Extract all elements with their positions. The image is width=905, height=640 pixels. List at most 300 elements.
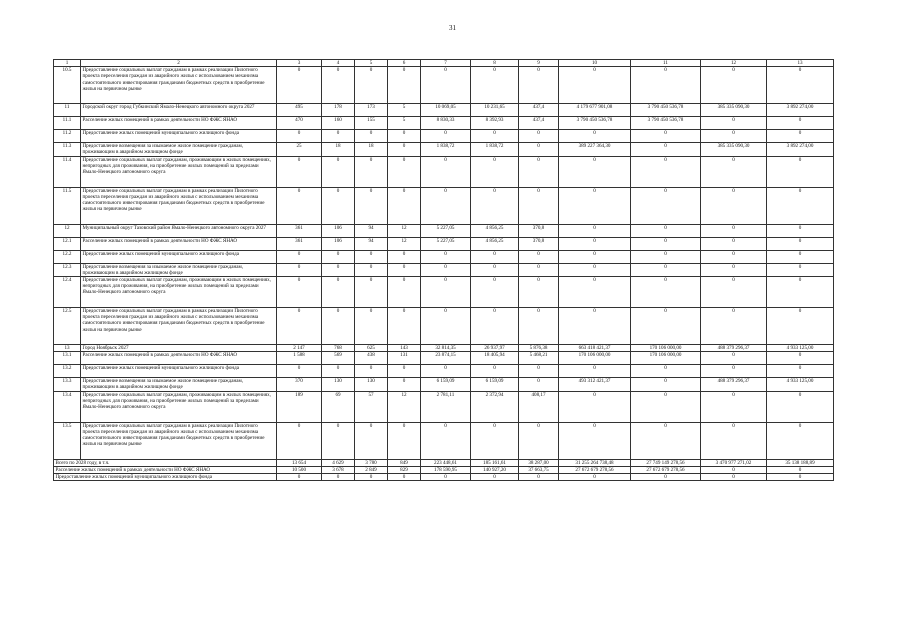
table-cell: 0 [701,308,767,345]
table-cell: 0 [767,466,834,473]
table-cell: 106 [322,237,355,250]
table-row [54,352,834,365]
table-cell: 18 [322,143,355,156]
table-cell: 37 663,75 [519,466,559,473]
row-number: 13.5 [54,422,81,459]
row-description: Предоставление социальных выплат гражданам в рамках реализации Пилотного проекта переселения граждан из аварийного жилья с использованием механизма самостоятельного инвестирования гражданами бюджетных средств в приобретение жилья на первичном рынке [81,308,277,345]
row-description: Расселение жилых помещений в рамках деятельности НО ФЖС ЯНАО [81,352,277,365]
table-cell: 0 [701,156,767,187]
table-cell: 0 [322,422,355,459]
table-cell: 4 629 [322,459,355,466]
table-cell: 663 418 421,37 [559,345,631,352]
table-cell: 0 [701,352,767,365]
table-cell: 5 468,21 [519,352,559,365]
table-cell: 0 [471,250,519,263]
table-cell: 140 927,20 [471,466,519,473]
table-cell: 0 [471,422,519,459]
table-cell: 0 [388,250,421,263]
row-description: Предоставление возмещения за изымаемое жилое помещение гражданам, проживающим в аварийном жилищном фонде [81,263,277,276]
table-cell: 0 [701,67,767,104]
table-cell: 0 [767,130,834,143]
table-cell: 32 814,35 [421,345,471,352]
total-label: Предоставление жилых помещений муниципального жилищного фонда [54,474,277,481]
table-cell: 0 [388,277,421,308]
table-row [54,345,834,352]
table-cell: 0 [519,143,559,156]
table-cell: 0 [277,156,322,187]
table-cell: 0 [767,237,834,250]
table-cell: 0 [421,263,471,276]
table-cell: 0 [322,365,355,378]
table-cell: 0 [471,187,519,224]
total-row [54,474,834,481]
table-cell: 0 [322,67,355,104]
table-cell: 0 [388,143,421,156]
table-cell: 10 231,65 [471,104,519,117]
row-number: 11 [54,104,81,117]
table-cell: 0 [277,250,322,263]
table-cell: 3 892 274,00 [767,143,834,156]
table-cell: 0 [519,67,559,104]
table-cell: 0 [631,365,701,378]
table-cell: 155 [355,117,388,130]
table-cell: 0 [559,237,631,250]
table-row [54,391,834,422]
table-cell: 0 [767,277,834,308]
table-cell: 189 [277,391,322,422]
column-number: 1 [54,60,81,67]
table-cell: 0 [277,277,322,308]
table-cell: 3 678 [322,466,355,473]
table-cell: 69 [322,391,355,422]
table-cell: 0 [631,277,701,308]
table-cell: 385 335 090,30 [701,104,767,117]
table-cell: 1 838,72 [421,143,471,156]
total-label: Расселение жилых помещений в рамках деятельности НО ФЖС ЯНАО [54,466,277,473]
table-cell: 130 [322,378,355,391]
table-cell: 625 [355,345,388,352]
table-cell: 0 [559,130,631,143]
table-row [54,130,834,143]
row-description: Предоставление жилых помещений муниципального жилищного фонда [81,365,277,378]
table-cell: 0 [701,277,767,308]
table-cell: 0 [559,224,631,237]
table-cell: 35 138 188,89 [767,459,834,466]
table-cell: 0 [559,187,631,224]
table-cell: 4 856,25 [471,224,519,237]
table-cell: 0 [471,156,519,187]
table-cell: 0 [471,474,519,481]
table-cell: 0 [421,365,471,378]
table-row [54,277,834,308]
table-cell: 0 [701,474,767,481]
table-cell: 0 [277,67,322,104]
row-number: 13.4 [54,391,81,422]
table-cell: 3 790 450 536,78 [631,104,701,117]
table-cell: 0 [471,365,519,378]
row-number: 11.3 [54,143,81,156]
table-cell: 0 [519,308,559,345]
table-cell: 0 [767,117,834,130]
row-number: 11.5 [54,187,81,224]
table-cell: 0 [355,277,388,308]
table-cell: 13 654 [277,459,322,466]
table-cell: 0 [701,422,767,459]
table-cell: 0 [631,263,701,276]
table-cell: 0 [559,365,631,378]
table-cell: 3 790 450 536,78 [631,117,701,130]
table-cell: 223 448,61 [421,459,471,466]
table-cell: 0 [767,422,834,459]
row-description: Предоставление жилых помещений муниципального жилищного фонда [81,130,277,143]
row-description: Городской округ город Губкинский Ямало-Ненецкого автономного округа 2027 [81,104,277,117]
table-cell: 4 933 125,00 [767,378,834,391]
row-description: Предоставление жилых помещений муниципального жилищного фонда [81,250,277,263]
table-cell: 4 856,25 [471,237,519,250]
row-number: 12.1 [54,237,81,250]
table-cell: 0 [355,130,388,143]
table-cell: 0 [421,250,471,263]
table-cell: 370,8 [519,237,559,250]
table-cell: 1 588 [277,352,322,365]
table-cell: 385 335 090,30 [701,143,767,156]
table-cell: 5 876,38 [519,345,559,352]
row-number: 12.3 [54,263,81,276]
column-number: 5 [355,60,388,67]
table-cell: 8 830,33 [421,117,471,130]
table-cell: 0 [421,156,471,187]
row-description: Предоставление социальных выплат гражданам, проживающим в жилых помещениях, непригодных для проживания, на приобретение жилых помещений за пределами Ямало-Ненецкого автономного округа [81,391,277,422]
table-cell: 0 [277,365,322,378]
table-cell: 438 [355,352,388,365]
table-cell: 0 [355,263,388,276]
table-cell: 0 [631,143,701,156]
row-description: Предоставление социальных выплат гражданам в рамках реализации Пилотного проекта переселения граждан из аварийного жилья с использованием механизма самостоятельного инвестирования гражданами бюджетных средств в приобретение жилья на первичном рынке [81,67,277,104]
table-cell: 0 [388,365,421,378]
table-cell: 0 [519,277,559,308]
table-cell: 185 161,61 [471,459,519,466]
row-description: Предоставление возмещения за изымаемое жилое помещение гражданам, проживающим в аварийном жилищном фонде [81,378,277,391]
table-cell: 0 [767,156,834,187]
table-cell: 8 392,93 [471,117,519,130]
table-cell: 0 [559,263,631,276]
table-cell: 106 [322,224,355,237]
table-cell: 25 [277,143,322,156]
table-cell: 0 [355,250,388,263]
table-cell: 0 [388,187,421,224]
table-cell: 0 [631,474,701,481]
table-cell: 0 [355,422,388,459]
column-number: 13 [767,60,834,67]
table-cell: 0 [631,250,701,263]
table-cell: 0 [767,263,834,276]
table-cell: 38 287,00 [519,459,559,466]
table-cell: 0 [388,474,421,481]
table-row [54,156,834,187]
table-cell: 4 933 125,00 [767,345,834,352]
table-cell: 0 [277,263,322,276]
table-cell: 0 [277,474,322,481]
row-number: 12.4 [54,277,81,308]
table-cell: 0 [701,250,767,263]
table-cell: 0 [421,130,471,143]
table-row [54,237,834,250]
table-cell: 31 255 264 738,48 [559,459,631,466]
table-cell: 0 [355,67,388,104]
table-cell: 5 227,05 [421,224,471,237]
table-cell: 0 [519,187,559,224]
column-number: 4 [322,60,355,67]
row-number: 12 [54,224,81,237]
table-cell: 495 [277,104,322,117]
table-cell: 0 [355,308,388,345]
table-cell: 0 [322,187,355,224]
table-cell: 0 [322,130,355,143]
row-description: Город Ноябрьск 2027 [81,345,277,352]
row-description: Расселение жилых помещений в рамках деятельности НО ФЖС ЯНАО [81,237,277,250]
table-cell: 0 [701,187,767,224]
table-cell: 160 [322,117,355,130]
table-cell: 0 [421,474,471,481]
table-cell: 5 [388,104,421,117]
table-cell: 0 [559,474,631,481]
table-cell: 470 [277,117,322,130]
table-cell: 0 [631,130,701,143]
table-row [54,224,834,237]
table-cell: 3 790 450 536,78 [559,117,631,130]
table-cell: 0 [767,250,834,263]
row-description: Предоставление социальных выплат гражданам, проживающим в жилых помещениях, непригодных для проживания, на приобретение жилых помещений за пределами Ямало-Ненецкого автономного округа [81,277,277,308]
table-cell: 23 874,15 [421,352,471,365]
table-cell: 361 [277,237,322,250]
table-cell: 5 [388,117,421,130]
row-number: 13.2 [54,365,81,378]
table-cell: 2 849 [355,466,388,473]
table-cell: 27 672 679 278,56 [631,466,701,473]
table-cell: 0 [421,67,471,104]
table-cell: 0 [322,474,355,481]
row-number: 12.2 [54,250,81,263]
table-cell: 0 [322,263,355,276]
table-cell: 3 892 274,00 [767,104,834,117]
table-cell: 94 [355,237,388,250]
table-cell: 0 [388,67,421,104]
table-cell: 0 [421,308,471,345]
table-cell: 437,4 [519,104,559,117]
table-cell: 0 [519,130,559,143]
column-number: 11 [631,60,701,67]
table-cell: 0 [355,474,388,481]
row-description: Предоставление социальных выплат гражданам в рамках реализации Пилотного проекта переселения граждан из аварийного жилья с использованием механизма самостоятельного инвестирования гражданами бюджетных средств в приобретение жилья на первичном рынке [81,187,277,224]
table-cell: 0 [519,378,559,391]
table-cell: 0 [631,187,701,224]
table-cell: 0 [631,237,701,250]
table-cell: 94 [355,224,388,237]
table-cell: 2 372,94 [471,391,519,422]
table-cell: 488 379 296,37 [701,345,767,352]
table-cell: 0 [767,187,834,224]
table-cell: 26 937,97 [471,345,519,352]
table-cell: 0 [421,422,471,459]
table-cell: 0 [277,130,322,143]
table-cell: 0 [767,67,834,104]
table-cell: 0 [701,130,767,143]
row-number: 13.1 [54,352,81,365]
table-row [54,250,834,263]
table-cell: 5 227,05 [421,237,471,250]
row-number: 10.5 [54,67,81,104]
table-cell: 0 [559,156,631,187]
table-cell: 0 [277,308,322,345]
table-cell: 10 500 [277,466,322,473]
total-row [54,459,834,466]
table-cell: 0 [355,365,388,378]
table-cell: 569 [322,352,355,365]
table-row [54,187,834,224]
table-cell: 143 [388,345,421,352]
table-cell: 0 [631,308,701,345]
table-cell: 6 159,09 [471,378,519,391]
table-cell: 0 [277,187,322,224]
table-cell: 0 [631,67,701,104]
table-cell: 0 [471,67,519,104]
column-number: 9 [519,60,559,67]
table-cell: 0 [519,156,559,187]
table-cell: 131 [388,352,421,365]
table-cell: 170 106 000,00 [559,352,631,365]
table-cell: 493 312 421,37 [559,378,631,391]
table-row [54,308,834,345]
row-number: 11.2 [54,130,81,143]
table-cell: 12 [388,224,421,237]
table-cell: 0 [559,422,631,459]
table-cell: 0 [559,277,631,308]
table-cell: 829 [388,466,421,473]
table-cell: 0 [388,422,421,459]
table-cell: 0 [767,308,834,345]
row-number: 13.3 [54,378,81,391]
table-cell: 6 159,09 [421,378,471,391]
table-cell: 488 379 296,37 [701,378,767,391]
table-cell: 0 [519,263,559,276]
table-header-row [54,60,834,67]
table-row [54,422,834,459]
table-cell: 0 [519,422,559,459]
row-number: 12.5 [54,308,81,345]
table-cell: 0 [701,391,767,422]
column-number: 7 [421,60,471,67]
table-cell: 0 [701,365,767,378]
table-cell: 0 [767,352,834,365]
table-cell: 0 [471,308,519,345]
table-row [54,143,834,156]
row-description: Предоставление социальных выплат гражданам, проживающим в жилых помещениях, непригодных для проживания, на приобретение жилых помещений за пределами Ямало-Ненецкого автономного округа [81,156,277,187]
table-cell: 389 227 364,30 [559,143,631,156]
table-cell: 0 [519,365,559,378]
table-cell: 12 [388,237,421,250]
table-row [54,117,834,130]
total-label: Всего по 2028 году, в т.ч. [54,459,277,466]
table-cell: 0 [559,67,631,104]
table-cell: 57 [355,391,388,422]
row-number: 13 [54,345,81,352]
table-cell: 0 [519,474,559,481]
table-cell: 0 [559,250,631,263]
total-row [54,466,834,473]
row-description: Предоставление возмещения за изымаемое жилое помещение гражданам, проживающим в аварийном жилищном фонде [81,143,277,156]
table-cell: 170 106 000,00 [631,352,701,365]
table-cell: 0 [767,224,834,237]
table-cell: 0 [631,224,701,237]
table-cell: 0 [388,156,421,187]
table-row [54,67,834,104]
table-cell: 0 [701,224,767,237]
table-cell: 0 [767,474,834,481]
table-cell: 0 [559,308,631,345]
table-cell: 4 179 677 901,08 [559,104,631,117]
table-cell: 0 [388,308,421,345]
table-cell: 0 [322,156,355,187]
table-cell: 0 [631,378,701,391]
table-cell: 3 780 [355,459,388,466]
row-number: 11.4 [54,156,81,187]
page-number: 31 [449,24,456,32]
row-description: Предоставление социальных выплат гражданам в рамках реализации Пилотного проекта переселения граждан из аварийного жилья с использованием механизма самостоятельного инвестирования гражданами бюджетных средств в приобретение жилья на первичном рынке [81,422,277,459]
table-cell: 370,8 [519,224,559,237]
table-cell: 0 [355,187,388,224]
table-cell: 2 147 [277,345,322,352]
table-cell: 0 [388,130,421,143]
table-cell: 173 [355,104,388,117]
table-cell: 12 [388,391,421,422]
table-cell: 1 838,72 [471,143,519,156]
row-number: 11.1 [54,117,81,130]
table-cell: 0 [701,117,767,130]
table-cell: 768 [322,345,355,352]
table-cell: 27 672 679 278,56 [559,466,631,473]
table-cell: 3 470 977 271,02 [701,459,767,466]
row-description: Расселение жилых помещений в рамках деятельности НО ФЖС ЯНАО [81,117,277,130]
table-cell: 0 [355,156,388,187]
table-cell: 0 [631,391,701,422]
table-cell: 408,17 [519,391,559,422]
table-cell: 0 [471,130,519,143]
column-number: 6 [388,60,421,67]
table-cell: 0 [701,466,767,473]
table-cell: 178 [322,104,355,117]
table-row [54,104,834,117]
table-cell: 0 [767,365,834,378]
table-cell: 437,4 [519,117,559,130]
table-cell: 0 [631,422,701,459]
table-row [54,263,834,276]
table-cell: 130 [355,378,388,391]
row-description: Муниципальный округ Тазовский район Ямало-Ненецкого автономного округа 2027 [81,224,277,237]
table-cell: 0 [701,263,767,276]
table-cell: 170 106 000,00 [631,345,701,352]
table-cell: 849 [388,459,421,466]
table-cell: 0 [388,378,421,391]
table-cell: 27 749 149 278,56 [631,459,701,466]
table-cell: 0 [767,391,834,422]
table-cell: 0 [519,250,559,263]
table-cell: 370 [277,378,322,391]
table-cell: 18 405,94 [471,352,519,365]
table-cell: 0 [631,156,701,187]
table-cell: 0 [421,187,471,224]
table-cell: 0 [471,277,519,308]
table-cell: 0 [322,277,355,308]
